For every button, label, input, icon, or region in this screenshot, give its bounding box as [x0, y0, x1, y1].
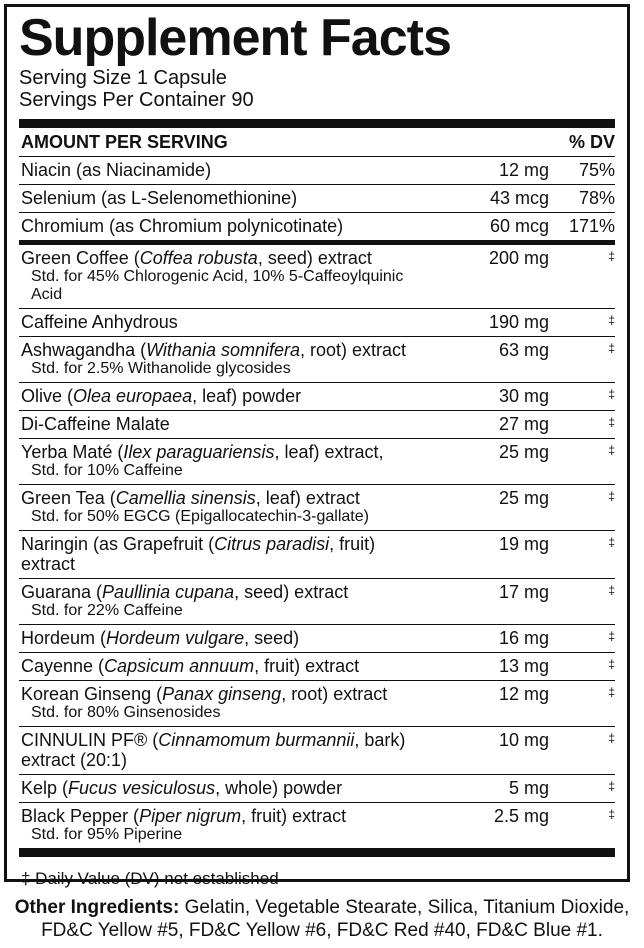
ingredient-name-pre: CINNULIN PF® ( — [21, 730, 159, 750]
table-row — [19, 579, 615, 625]
ingredient-name-post: , leaf) powder — [192, 386, 302, 406]
nutrient-dv: 78% — [578, 188, 615, 208]
ingredient-name — [21, 312, 429, 332]
ingredient-name — [21, 488, 429, 526]
ingredient-standardization: Std. for 22% Caffeine — [31, 602, 183, 619]
ingredient-name-pre: Black Pepper ( — [21, 806, 140, 826]
ingredient-amount: 16 mg — [498, 628, 549, 648]
dv-footnote: ‡ Daily Value (DV) not established — [21, 869, 279, 888]
ingredient-dv: ‡ — [608, 583, 615, 597]
ingredient-name-pre: Caffeine Anhydrous — [21, 312, 178, 332]
ingredient-name-post: , fruit) extract — [241, 806, 347, 826]
table-row — [19, 531, 615, 579]
ingredient-name-post: , root) extract — [281, 684, 388, 704]
ingredient-name-pre: Kelp ( — [21, 778, 69, 798]
table-row — [19, 383, 615, 411]
ingredient-amount: 2.5 mg — [493, 806, 549, 826]
table-row — [19, 213, 615, 240]
table-row — [19, 775, 615, 803]
ingredient-name — [21, 414, 429, 434]
nutrient-name: Selenium (as L-Selenomethionine) — [21, 188, 298, 208]
panel-title: Supplement Facts — [19, 9, 451, 67]
amount-per-serving-header: AMOUNT PER SERVING — [21, 132, 228, 152]
ingredient-scientific-name: Ilex paraguariensis — [123, 442, 275, 462]
ingredient-amount: 25 mg — [498, 442, 549, 462]
ingredient-dv: ‡ — [608, 629, 615, 643]
other-ingredients-label: Other Ingredients: — [14, 897, 180, 918]
ingredient-amount: 19 mg — [498, 534, 549, 554]
ingredient-dv: ‡ — [608, 535, 615, 549]
ingredient-standardization: Std. for 45% Chlorogenic Acid, 10% 5-Caffeoylquinic Acid — [31, 268, 404, 303]
ingredient-name-pre: Olive ( — [21, 386, 74, 406]
ingredient-name-post: , fruit) extract — [21, 534, 376, 574]
ingredient-amount: 27 mg — [498, 414, 549, 434]
ingredient-name-post: , fruit) extract — [254, 656, 360, 676]
ingredient-amount: 63 mg — [498, 340, 549, 360]
ingredient-dv: ‡ — [608, 731, 615, 745]
table-row — [19, 653, 615, 681]
ingredient-scientific-name: Fucus vesiculosus — [68, 778, 216, 798]
ingredient-dv: ‡ — [608, 657, 615, 671]
ingredient-name — [21, 684, 429, 722]
ingredient-amount: 5 mg — [508, 778, 549, 798]
table-row — [19, 337, 615, 383]
ingredient-name-post: , bark) extract (20:1) — [21, 730, 406, 770]
ingredient-scientific-name: Capsicum annuum — [104, 656, 255, 676]
ingredient-name — [21, 340, 429, 378]
ingredient-scientific-name: Panax ginseng — [162, 684, 282, 704]
ingredient-name-post: , root) extract — [300, 340, 407, 360]
ingredient-name-post: , seed) — [244, 628, 300, 648]
ingredient-dv: ‡ — [608, 415, 615, 429]
ingredient-name-pre: Ashwagandha ( — [21, 340, 147, 360]
ingredient-standardization: Std. for 95% Piperine — [31, 826, 183, 843]
ingredient-name — [21, 248, 429, 304]
nutrient-dv: 75% — [578, 160, 615, 180]
dv-header: % DV — [568, 132, 615, 152]
table-row — [19, 309, 615, 337]
ingredient-name-post: , leaf) extract — [255, 488, 360, 508]
other-ingredients-text: Gelatin, Vegetable Stearate, Silica, Titanium Dioxide, FD&C Yellow #5, FD&C Yellow #6, FD&C Red #40, FD&C Blue #1. — [41, 897, 630, 941]
nutrient-amount: 12 mg — [498, 160, 549, 180]
ingredient-name — [21, 628, 429, 648]
ingredient-scientific-name: Piper nigrum — [139, 806, 242, 826]
table-row — [19, 727, 615, 775]
ingredient-standardization: Std. for 50% EGCG (Epigallocatechin-3-gallate) — [31, 508, 369, 525]
ingredient-name — [21, 534, 429, 574]
table-row — [19, 157, 615, 185]
vitamin-list — [19, 157, 615, 240]
serving-size: Serving Size 1 Capsule — [19, 67, 227, 89]
ingredient-amount: 17 mg — [498, 582, 549, 602]
table-row — [19, 411, 615, 439]
ingredient-name — [21, 806, 429, 844]
ingredient-name — [21, 656, 429, 676]
servings-per-container: Servings Per Container 90 — [19, 89, 254, 111]
ingredient-amount: 13 mg — [498, 656, 549, 676]
nutrient-amount: 60 mcg — [489, 216, 549, 236]
ingredient-amount: 25 mg — [498, 488, 549, 508]
ingredient-amount: 12 mg — [498, 684, 549, 704]
ingredient-dv: ‡ — [608, 685, 615, 699]
ingredient-name-post: , leaf) extract, — [274, 442, 384, 462]
table-row — [19, 803, 615, 848]
table-row — [19, 625, 615, 653]
table-row — [19, 485, 615, 531]
ingredient-name-post: , whole) powder — [215, 778, 343, 798]
ingredient-dv: ‡ — [608, 443, 615, 457]
ingredient-scientific-name: Cinnamomum burmannii — [158, 730, 355, 750]
ingredient-name-pre: Cayenne ( — [21, 656, 105, 676]
ingredient-dv: ‡ — [608, 489, 615, 503]
thick-divider — [19, 119, 615, 128]
ingredient-standardization: Std. for 10% Caffeine — [31, 462, 183, 479]
ingredient-dv: ‡ — [608, 387, 615, 401]
ingredient-dv: ‡ — [608, 779, 615, 793]
table-row — [19, 245, 615, 309]
ingredient-name-post: , seed) extract — [257, 248, 372, 268]
ingredient-scientific-name: Olea europaea — [73, 386, 193, 406]
ingredient-scientific-name: Citrus paradisi — [214, 534, 330, 554]
ingredient-name-pre: Yerba Maté ( — [21, 442, 124, 462]
nutrient-amount: 43 mcg — [489, 188, 549, 208]
ingredient-name-pre: Naringin (as Grapefruit ( — [21, 534, 215, 554]
ingredient-standardization: Std. for 2.5% Withanolide glycosides — [31, 360, 291, 377]
ingredient-name-pre: Korean Ginseng ( — [21, 684, 163, 704]
ingredient-amount: 200 mg — [488, 248, 549, 268]
ingredient-scientific-name: Camellia sinensis — [115, 488, 256, 508]
ingredient-dv: ‡ — [608, 313, 615, 327]
ingredient-scientific-name: Paullinia cupana — [102, 582, 235, 602]
table-row — [19, 185, 615, 213]
ingredient-amount: 190 mg — [488, 312, 549, 332]
ingredient-name — [21, 442, 429, 480]
ingredient-amount: 30 mg — [498, 386, 549, 406]
bottom-divider — [19, 848, 615, 857]
ingredient-name — [21, 386, 429, 406]
nutrient-dv: 171% — [568, 216, 615, 236]
nutrient-name: Niacin (as Niacinamide) — [21, 160, 212, 180]
ingredient-name-pre: Di-Caffeine Malate — [21, 414, 170, 434]
ingredient-name — [21, 582, 429, 620]
table-row — [19, 439, 615, 485]
ingredient-scientific-name: Hordeum vulgare — [106, 628, 245, 648]
ingredient-dv: ‡ — [608, 249, 615, 263]
other-ingredients — [4, 896, 640, 942]
table-row — [19, 681, 615, 727]
ingredient-dv: ‡ — [608, 341, 615, 355]
ingredient-scientific-name: Coffea robusta — [139, 248, 258, 268]
ingredient-name — [21, 778, 429, 798]
ingredient-name-post: , seed) extract — [234, 582, 349, 602]
nutrient-name: Chromium (as Chromium polynicotinate) — [21, 216, 344, 236]
table-header — [19, 128, 615, 157]
ingredient-name — [21, 730, 429, 770]
ingredient-name-pre: Guarana ( — [21, 582, 103, 602]
ingredient-name-pre: Green Coffee ( — [21, 248, 140, 268]
ingredient-name-pre: Green Tea ( — [21, 488, 116, 508]
ingredient-name-pre: Hordeum ( — [21, 628, 107, 648]
ingredient-amount: 10 mg — [498, 730, 549, 750]
ingredient-scientific-name: Withania somnifera — [146, 340, 300, 360]
ingredient-list — [19, 245, 615, 848]
ingredient-dv: ‡ — [608, 807, 615, 821]
ingredient-standardization: Std. for 80% Ginsenosides — [31, 704, 221, 721]
supplement-facts-panel — [4, 4, 630, 888]
